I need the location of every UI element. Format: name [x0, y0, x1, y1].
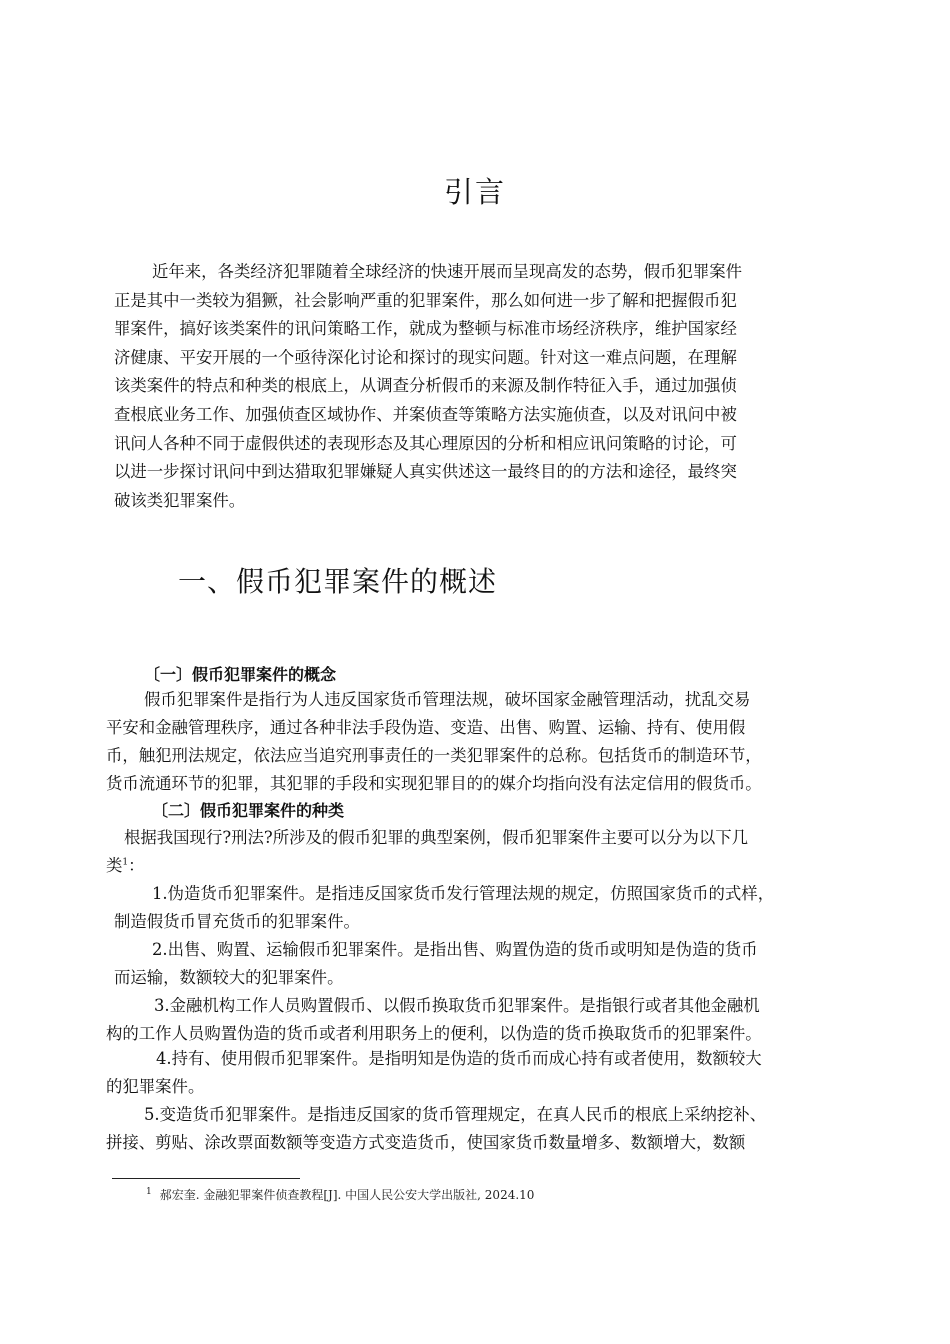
- type-item-5-line-1: 5.变造货币犯罪案件。是指违反国家的货币管理规定，在真人民币的根底上采纳挖补、: [144, 1105, 767, 1124]
- concept-line: 币，触犯刑法规定，依法应当追究刑事责任的一类犯罪案件的总称。包括货币的制造环节，: [106, 746, 762, 765]
- intro-line: 讯问人各种不同于虚假供述的表现形态及其心理原因的分析和相应讯问策略的讨论，可: [114, 433, 737, 453]
- section-heading: 一、假币犯罪案件的概述: [178, 565, 498, 598]
- concept-line: 平安和金融管理秩序，通过各种非法手段伪造、变造、出售、购置、运输、持有、使用假: [106, 718, 746, 737]
- types-intro-word: 类: [106, 856, 123, 875]
- subsection-heading-types: 〔二〕假币犯罪案件的种类: [152, 801, 345, 820]
- concept-line: 假币犯罪案件是指行为人违反国家货币管理法规，破坏国家金融管理活动，扰乱交易: [144, 690, 751, 709]
- footnote-ref[interactable]: 1: [122, 857, 129, 868]
- intro-line: 以进一步探讨讯问中到达猎取犯罪嫌疑人真实供述这一最终目的的方法和途径，最终突: [114, 462, 737, 482]
- footnote-divider: [112, 1178, 300, 1179]
- type-item-4-line-1: 4.持有、使用假币犯罪案件。是指明知是伪造的货币而成心持有或者使用，数额较大: [156, 1049, 762, 1068]
- footnote-number: 1: [146, 1187, 152, 1197]
- footnote-text: 郝宏奎. 金融犯罪案件侦查教程[J]. 中国人民公安大学出版社, 2024.10: [159, 1188, 535, 1202]
- footnote: [146, 1186, 534, 1203]
- type-item-3-line-1: 3.金融机构工作人员购置假币、以假币换取货币犯罪案件。是指银行或者其他金融机: [154, 996, 760, 1015]
- type-item-1-line-2: 制造假货币冒充货币的犯罪案件。: [114, 912, 360, 931]
- intro-line: 该类案件的特点和种类的根底上，从调查分析假币的来源及制作特征入手，通过加强侦: [114, 376, 737, 396]
- type-item-2-line-2: 而运输，数额较大的犯罪案件。: [114, 968, 344, 987]
- types-intro-tail: ：: [128, 856, 145, 875]
- concept-line: 货币流通环节的犯罪，其犯罪的手段和实现犯罪目的的媒介均指向没有法定信用的假货币。: [106, 774, 762, 793]
- type-item-1-line-1: 1.伪造货币犯罪案件。是指违反国家货币发行管理法规的规定，仿照国家货币的式样，: [152, 884, 775, 903]
- type-item-3-line-2: 构的工作人员购置伪造的货币或者利用职务上的便利，以伪造的货币换取货币的犯罪案件。: [106, 1024, 762, 1043]
- intro-line: 近年来，各类经济犯罪随着全球经济的快速开展而呈现高发的态势，假币犯罪案件: [152, 262, 743, 281]
- intro-paragraph: [114, 258, 742, 515]
- type-item-4-line-2: 的犯罪案件。: [106, 1077, 205, 1096]
- intro-line: 查根底业务工作、加强侦查区域协作、并案侦查等策略方法实施侦查，以及对讯问中被: [114, 404, 737, 424]
- type-item-5-line-2: 拼接、剪贴、涂改票面数额等变造方式变造货币，使国家货币数量增多、数额增大，数额: [106, 1133, 746, 1152]
- intro-line: 破该类犯罪案件。: [114, 490, 246, 510]
- intro-line: 罪案件，搞好该类案件的讯问策略工作，就成为整顿与标准市场经济秩序，维护国家经: [114, 319, 737, 339]
- subsection-heading-concept: 〔一〕假币犯罪案件的概念: [144, 665, 337, 684]
- page-title: 引言: [443, 175, 506, 209]
- types-intro-line-2: [106, 852, 145, 876]
- concept-paragraph: [106, 686, 762, 798]
- types-intro-line: 根据我国现行?刑法?所涉及的假币犯罪的典型案例，假币犯罪案件主要可以分为以下几: [124, 828, 749, 847]
- intro-line: 济健康、平安开展的一个亟待深化讨论和探讨的现实问题。针对这一难点问题，在理解: [114, 347, 737, 367]
- intro-line: 正是其中一类较为猖獗，社会影响严重的犯罪案件，那么如何进一步了解和把握假币犯: [114, 290, 737, 310]
- type-item-2-line-1: 2.出售、购置、运输假币犯罪案件。是指出售、购置伪造的货币或明知是伪造的货币: [152, 940, 758, 959]
